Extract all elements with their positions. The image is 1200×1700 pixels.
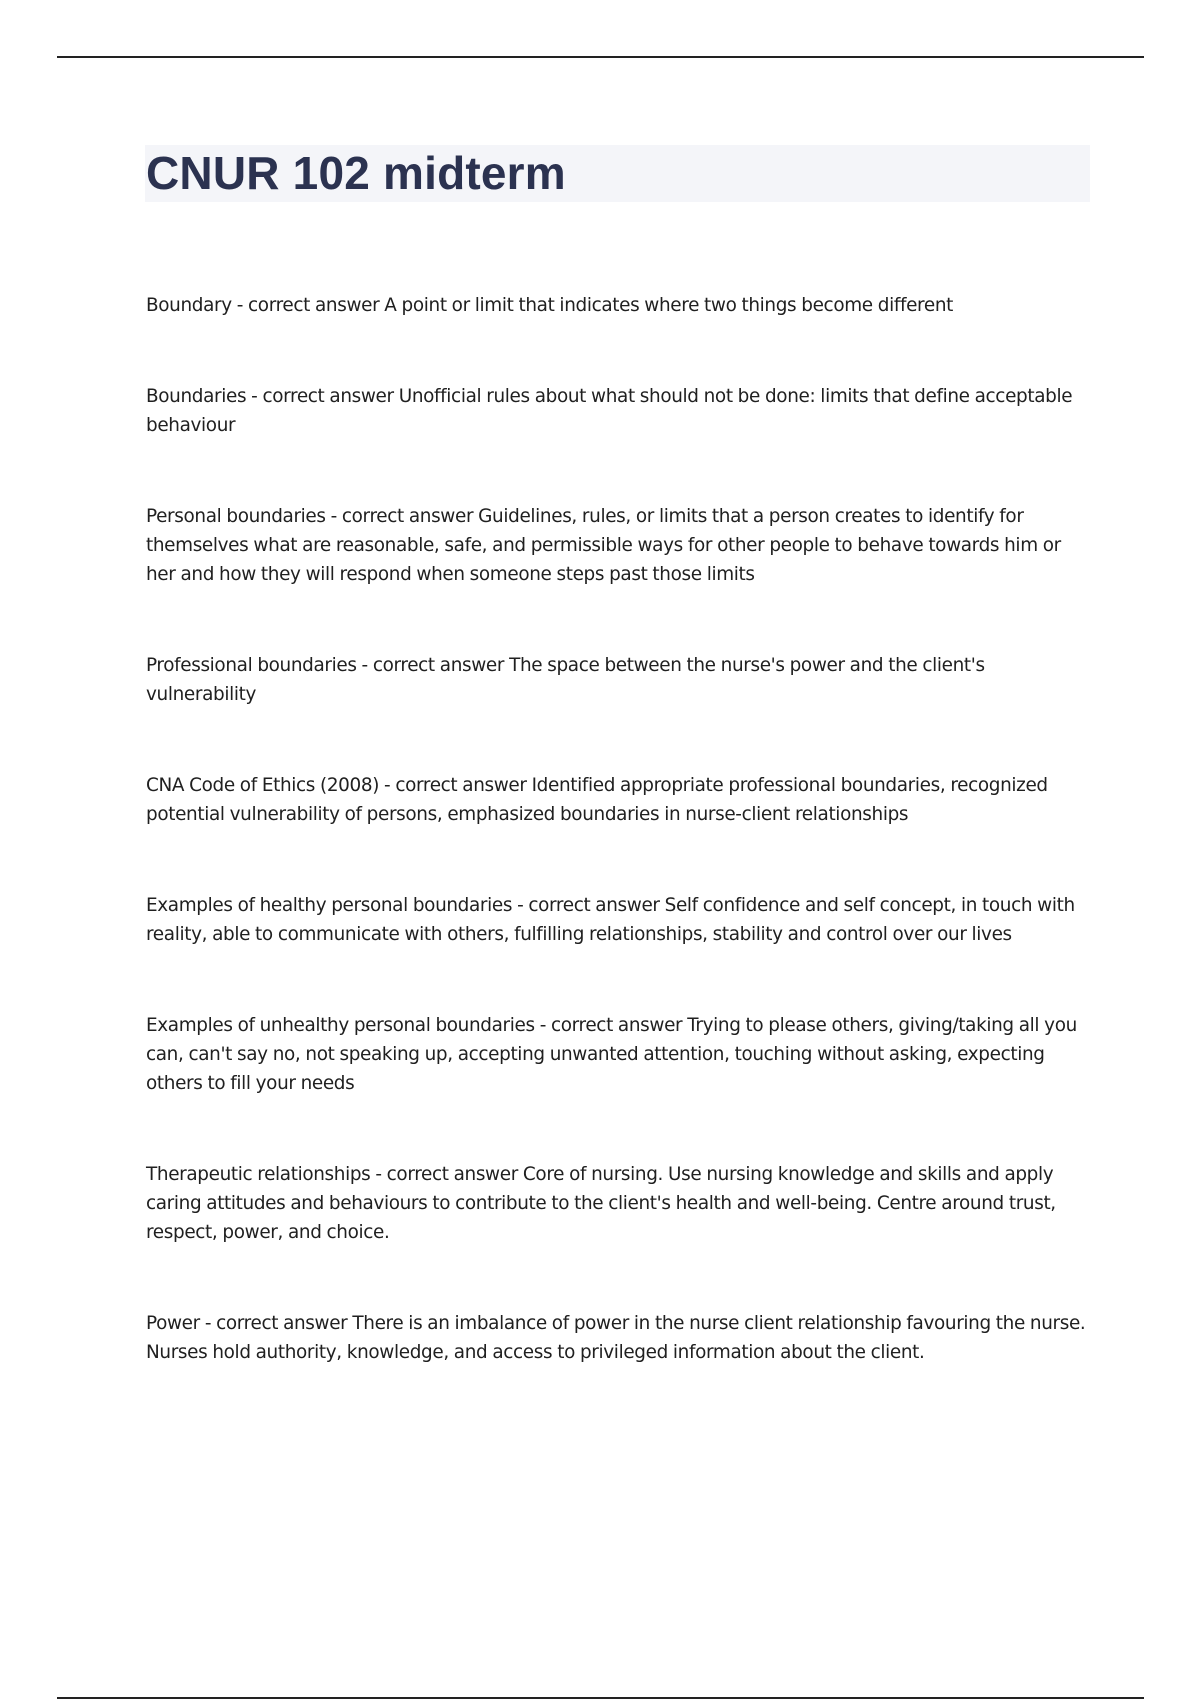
qa-item-therapeutic-relationships: Therapeutic relationships - correct answer Core of nursing. Use nursing knowledge and skills and apply caring attitudes and behaviours to contribute to the client's health and well-being. Centre around trust, respect, power, and choice. xyxy=(146,1164,1056,1243)
qa-item-boundaries: Boundaries - correct answer Unofficial rules about what should not be done: limits that define acceptable behaviour xyxy=(146,386,1073,436)
top-rule xyxy=(57,56,1144,58)
qa-item-personal-boundaries: Personal boundaries - correct answer Guidelines, rules, or limits that a person creates to identify for themselves what are reasonable, safe, and permissible ways for other people to behave towards him or her and how they will respond when someone steps past those limits xyxy=(146,506,1061,585)
qa-list xyxy=(146,291,1091,1429)
qa-item-professional-boundaries: Professional boundaries - correct answer The space between the nurse's power and the client's vulnerability xyxy=(146,655,985,705)
qa-item-cna-code-of-ethics: CNA Code of Ethics (2008) - correct answer Identified appropriate professional boundaries, recognized potential vulnerability of persons, emphasized boundaries in nurse-client relationships xyxy=(146,775,1048,825)
qa-item-unhealthy-boundaries: Examples of unhealthy personal boundaries - correct answer Trying to please others, giving/taking all you can, can't say no, not speaking up, accepting unwanted attention, touching without asking, expecting others to fill your needs xyxy=(146,1015,1077,1094)
bottom-rule xyxy=(57,1697,1144,1699)
qa-item-healthy-boundaries: Examples of healthy personal boundaries - correct answer Self confidence and self concept, in touch with reality, able to communicate with others, fulfilling relationships, stability and control over our lives xyxy=(146,895,1075,945)
qa-item-power: Power - correct answer There is an imbalance of power in the nurse client relationship favouring the nurse. Nurses hold authority, knowledge, and access to privileged information about the client. xyxy=(146,1313,1086,1363)
qa-item-boundary: Boundary - correct answer A point or limit that indicates where two things become different xyxy=(146,295,953,316)
page-title: CNUR 102 midterm xyxy=(146,147,566,199)
